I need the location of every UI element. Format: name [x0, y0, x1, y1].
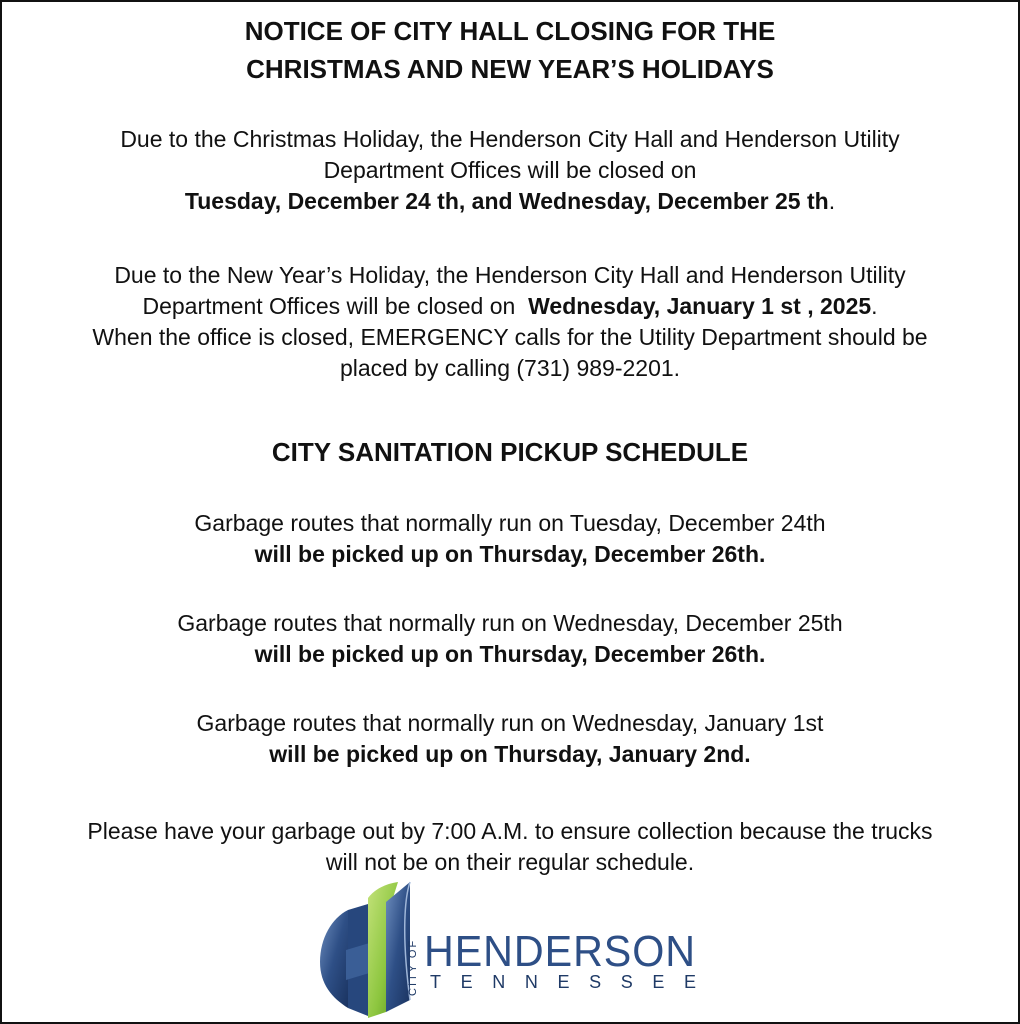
christmas-line-2: Department Offices will be closed on [323, 157, 697, 183]
christmas-line-1: Due to the Christmas Holiday, the Henderson City Hall and Henderson Utility [120, 126, 900, 152]
newyear-date: Wednesday, January 1 st , 2025 [528, 293, 872, 319]
route-paragraph-2 [12, 608, 1008, 670]
route-2-pickup: will be picked up on Thursday, December 26th. [254, 641, 766, 667]
title-line-2: CHRISTMAS AND NEW YEAR’S HOLIDAYS [246, 54, 774, 84]
route-3-normal: Garbage routes that normally run on Wednesday, January 1st [196, 710, 824, 736]
reminder-line-2: will not be on their regular schedule. [325, 849, 695, 875]
logo-name: HENDERSON [424, 927, 696, 976]
newyear-line-2-prefix: Department Offices will be closed on [142, 293, 516, 319]
newyear-line-2-end: . [871, 293, 878, 319]
logo-city-of: CITY OF [407, 938, 419, 996]
route-2-normal: Garbage routes that normally run on Wednesday, December 25th [177, 610, 843, 636]
reminder-line-1: Please have your garbage out by 7:00 A.M. to ensure collection because the trucks [87, 818, 933, 844]
route-paragraph-3 [12, 708, 1008, 770]
logo-state: TENNESSEE [430, 972, 696, 992]
christmas-dates: Tuesday, December 24 th, and Wednesday, December 25 th [184, 188, 829, 214]
route-3-pickup: will be picked up on Thursday, January 2nd. [269, 741, 751, 767]
newyear-line-1: Due to the New Year’s Holiday, the Henderson City Hall and Henderson Utility [114, 262, 906, 288]
christmas-closing-paragraph [12, 124, 1008, 217]
newyear-closing-paragraph [12, 260, 1008, 384]
christmas-dates-line [12, 186, 1008, 217]
christmas-dates-end: . [828, 188, 836, 214]
route-1-normal: Garbage routes that normally run on Tuesday, December 24th [194, 510, 826, 536]
city-of-henderson-logo [312, 880, 712, 1020]
notice-title [2, 12, 1018, 88]
route-paragraph-1 [12, 508, 1008, 570]
newyear-line-3: When the office is closed, EMERGENCY calls for the Utility Department should be [92, 324, 928, 350]
sanitation-heading: CITY SANITATION PICKUP SCHEDULE [271, 437, 749, 467]
henderson-logo-graphic [312, 880, 712, 1020]
route-1-pickup: will be picked up on Thursday, December 26th. [254, 541, 766, 567]
h-emblem-icon [320, 882, 410, 1018]
newyear-line-4: placed by calling (731) 989-2201. [339, 355, 681, 381]
reminder-paragraph [12, 816, 1008, 878]
title-line-1: NOTICE OF CITY HALL CLOSING FOR THE [244, 16, 776, 46]
newyear-line-2 [12, 291, 1008, 322]
